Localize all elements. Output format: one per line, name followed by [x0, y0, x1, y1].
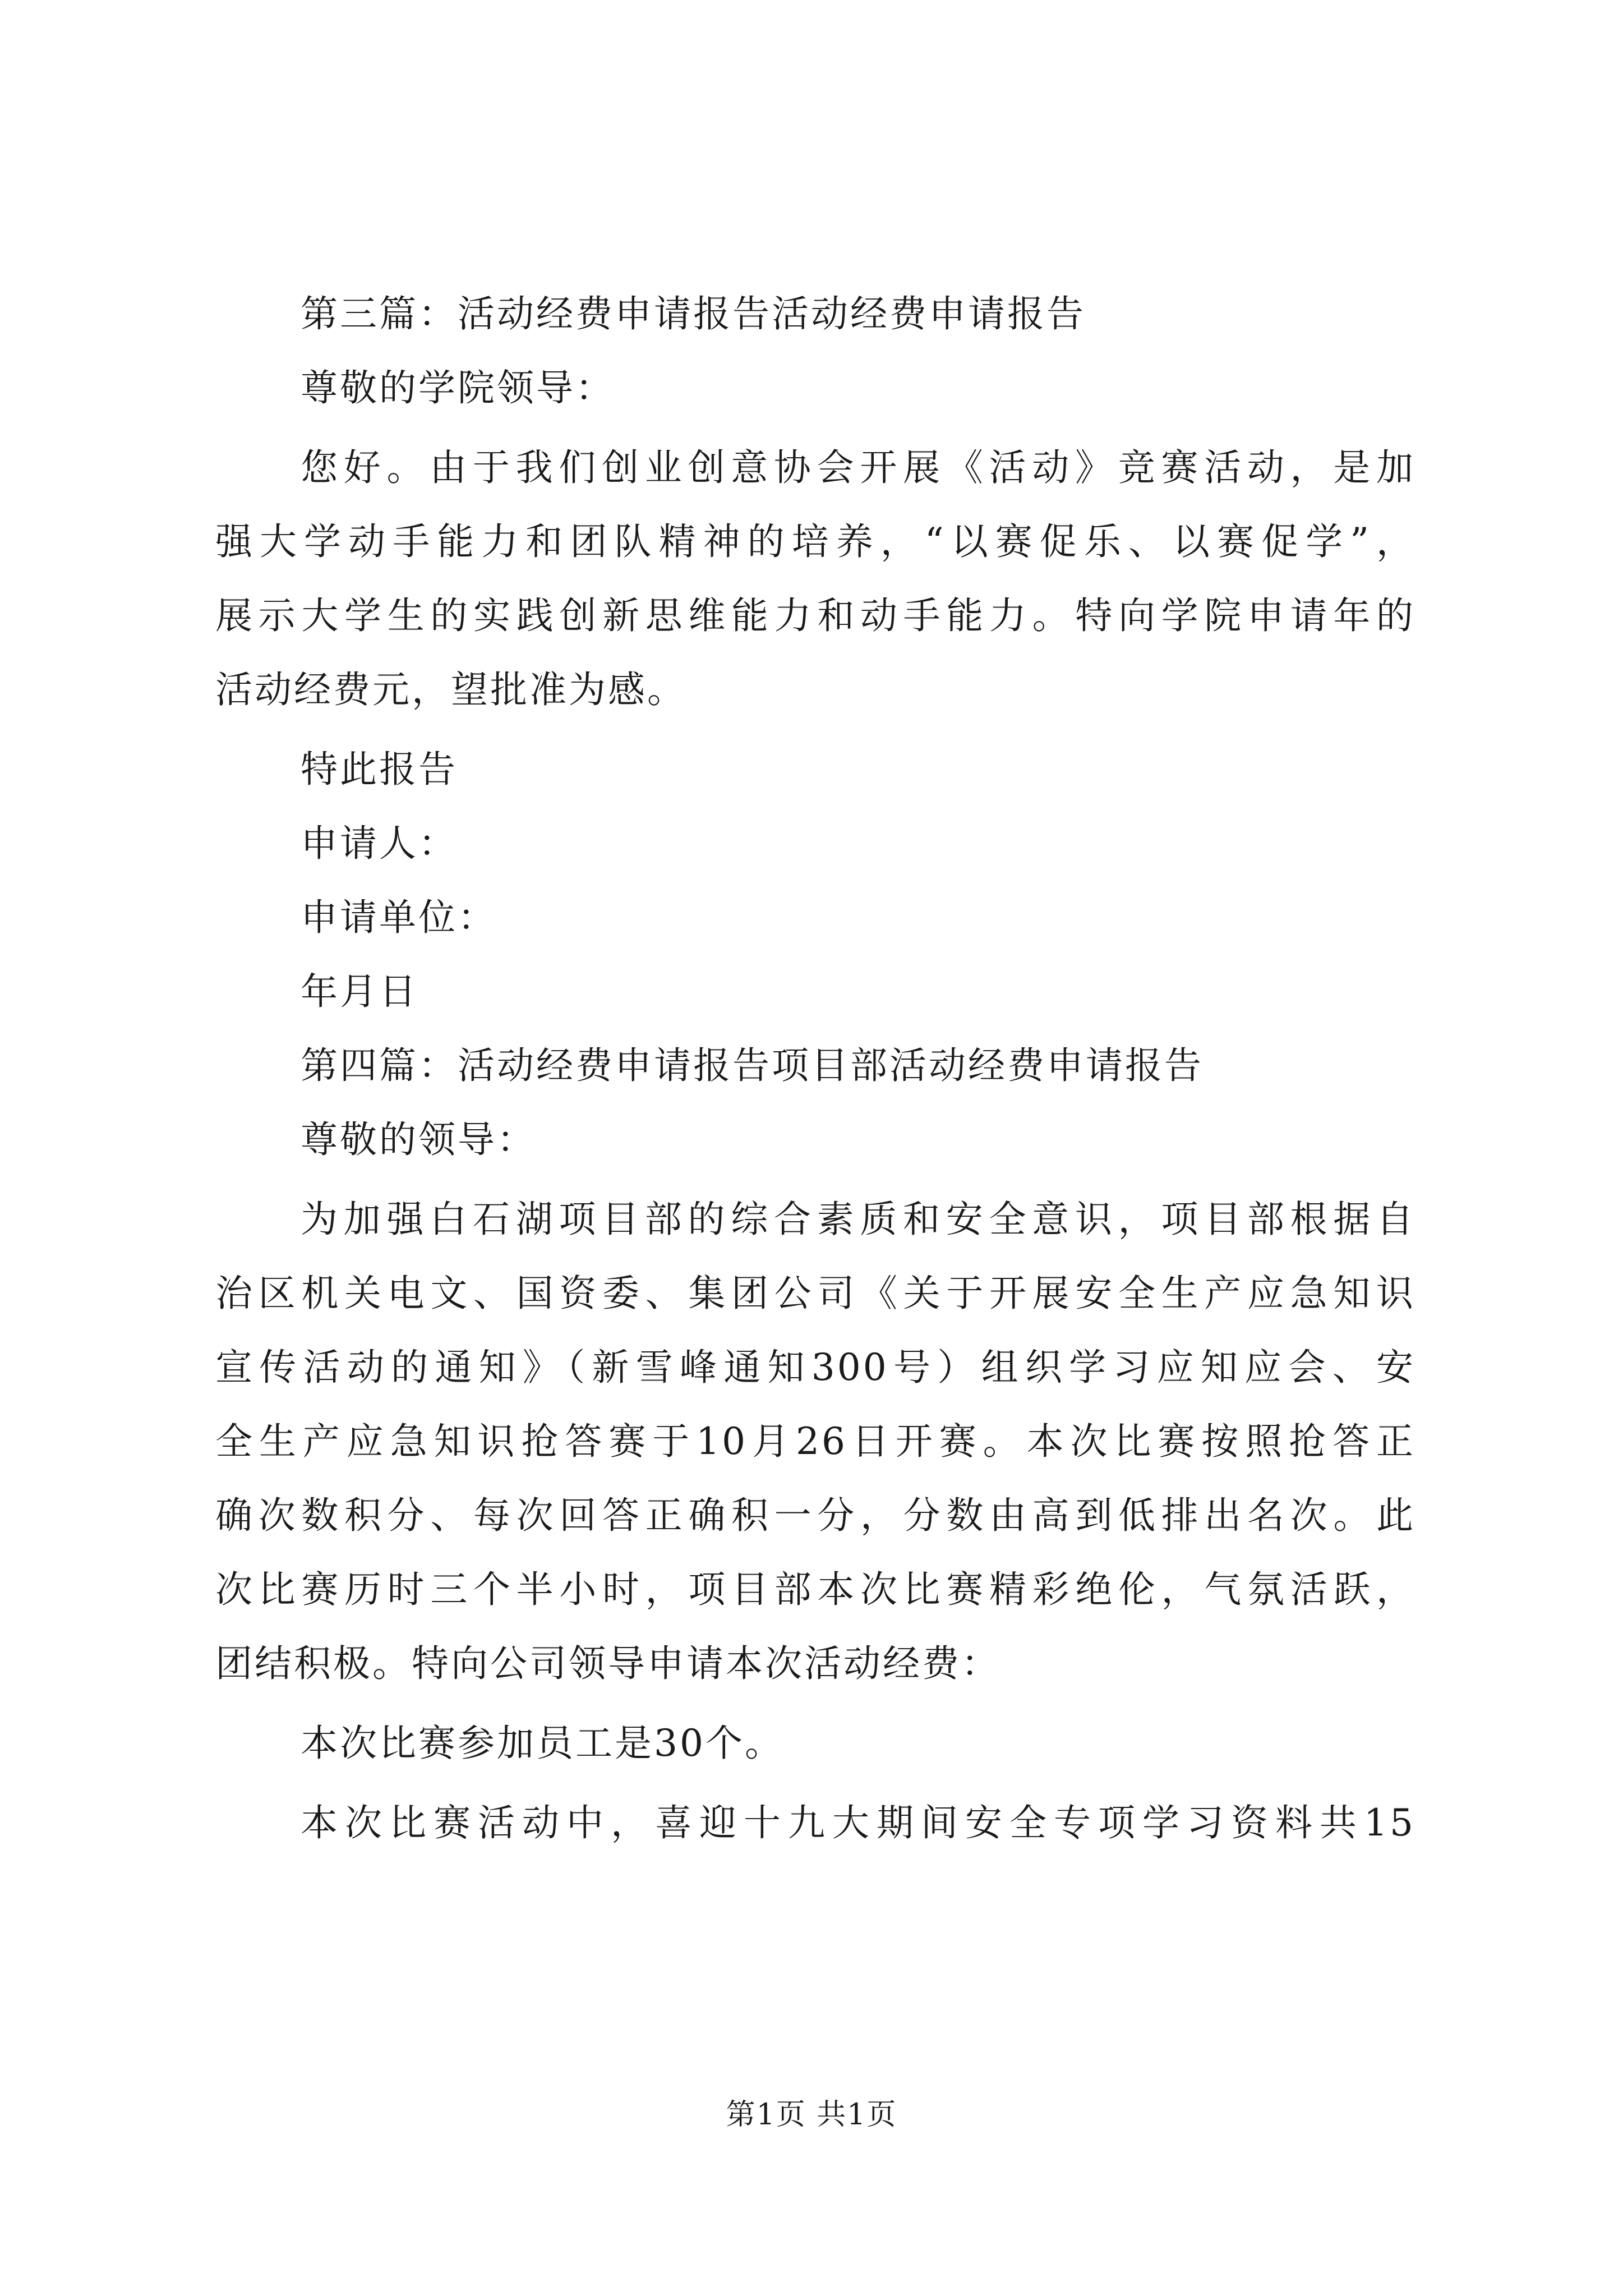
closing-report: 特此报告 — [301, 748, 458, 791]
heading-part-three: 第三篇：活动经费申请报告活动经费申请报告 — [301, 292, 1086, 335]
body-line: 次比赛历时三个半小时，项目部本次比赛精彩绝伦，气氛活跃， — [215, 1568, 1415, 1611]
body-line-materials: 本次比赛活动中，喜迎十九大期间安全专项学习资料共15 — [301, 1801, 1415, 1844]
page-footer: 第1页 共1页 — [726, 2098, 897, 2132]
body-line: 活动经费元，望批准为感。 — [215, 668, 686, 711]
body-line: 确次数积分、每次回答正确积一分，分数由高到低排出名次。此 — [215, 1494, 1415, 1537]
document-body — [215, 292, 1415, 1846]
body-line: 您好。由于我们创业创意协会开展《活动》竞赛活动，是加 — [301, 446, 1415, 489]
date-placeholder: 年月日 — [301, 970, 418, 1013]
body-line: 宣传活动的通知》（新雪峰通知300号）组织学习应知应会、安 — [215, 1346, 1415, 1389]
body-line: 全生产应急知识抢答赛于10月26日开赛。本次比赛按照抢答正 — [215, 1420, 1415, 1463]
salutation-college-leaders: 尊敬的学院领导： — [301, 366, 615, 409]
body-line: 为加强白石湖项目部的综合素质和安全意识，项目部根据自 — [301, 1198, 1415, 1241]
body-line: 展示大学生的实践创新思维能力和动手能力。特向学院申请年的 — [215, 594, 1415, 637]
body-line: 治区机关电文、国资委、集团公司《关于开展安全生产应急知识 — [215, 1272, 1415, 1315]
applicant-label: 申请人： — [301, 822, 458, 865]
body-line: 强大学动手能力和团队精神的培养，“以赛促乐、以赛促学”， — [215, 520, 1415, 563]
salutation-leaders: 尊敬的领导： — [301, 1118, 536, 1161]
applicant-unit-label: 申请单位： — [301, 896, 497, 939]
body-line-participants: 本次比赛参加员工是30个。 — [301, 1722, 784, 1765]
body-line: 团结积极。特向公司领导申请本次活动经费： — [215, 1642, 1000, 1685]
heading-part-four: 第四篇：活动经费申请报告项目部活动经费申请报告 — [301, 1044, 1204, 1087]
